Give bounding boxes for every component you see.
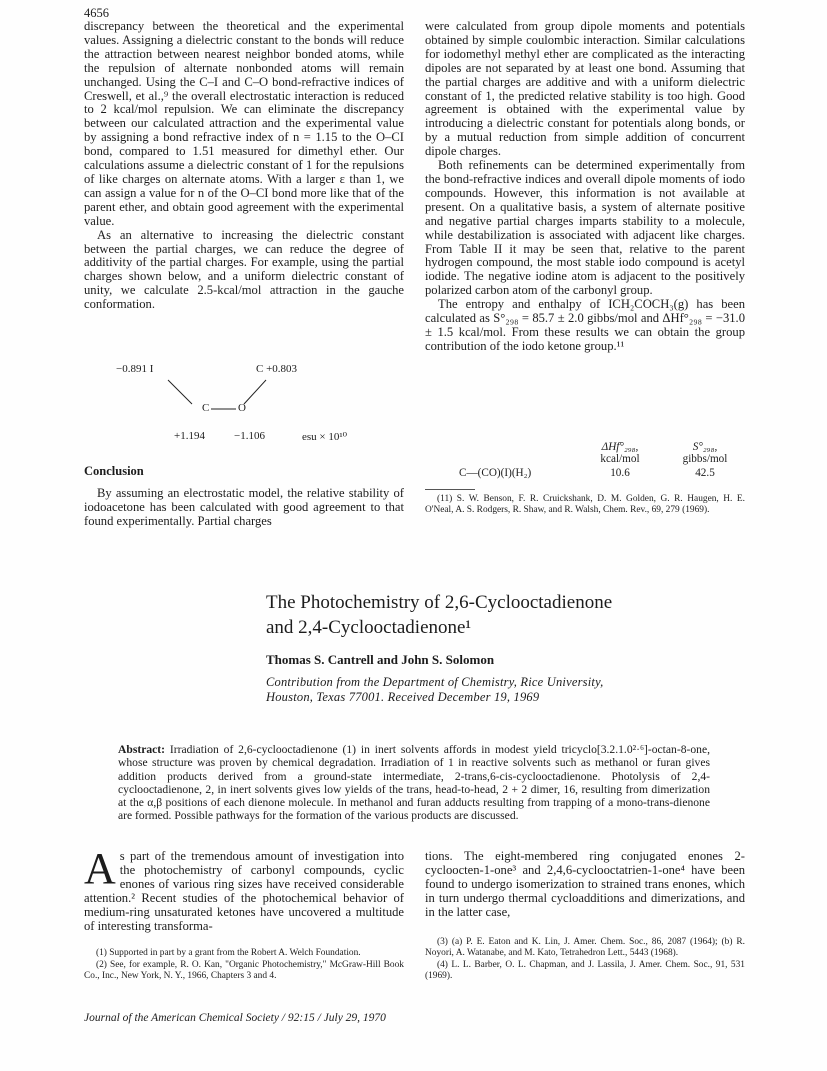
- article-title: [266, 590, 736, 640]
- carbonyl-carbon-label: C: [202, 402, 210, 414]
- group-contribution-table: [425, 441, 745, 485]
- units-label: esu × 10¹⁰: [302, 431, 348, 443]
- authors: Thomas S. Cantrell and John S. Solomon: [266, 652, 495, 667]
- carbon-charge-value: +1.194: [174, 430, 205, 442]
- affiliation: [266, 675, 746, 705]
- conclusion-paragraph: By assuming an electrostatic model, the relative stability of iodoacetone has been calculated with good agreement to that found experimentally. Partial charges: [84, 486, 404, 528]
- title-line: and 2,4-Cyclooctadienone¹: [266, 617, 472, 638]
- footnote: (4) L. L. Barber, O. L. Chapman, and J. Lassila, J. Amer. Chem. Soc., 91, 531 (1969).: [425, 960, 745, 981]
- body-right-column: tions. The eight-membered ring conjugated enones 2-cycloocten-1-one³ and 2,4,6-cyclooctatrien-1-one⁴ have been found to undergo isomerization to strained trans enones, which in turn undergo thermal cycloadditions and dimerizations, and in the latter case,: [425, 849, 745, 919]
- partial-charge-diagram: [84, 360, 404, 460]
- body-paragraph: s part of the tremendous amount of investigation into the photochemistry of carbonyl compounds, cyclic enones of various ring sizes have received considerable attention.² Recent studies of the photochemical behavior of medium-ring unsaturated ketones have uncovered a multitude of interesting transforma-: [84, 849, 404, 933]
- footnote: (2) See, for example, R. O. Kan, "Organic Photochemistry," McGraw-Hill Book Co., Inc., New York, N. Y., 1966, Chapters 3 and 4.: [84, 960, 404, 981]
- top-left-column: [84, 20, 404, 312]
- body-left-column: [84, 844, 404, 933]
- running-footer: Journal of the American Chemical Society / 92:15 / July 29, 1970: [84, 1012, 386, 1024]
- paragraph: The entropy and enthalpy of ICH₂COCH₃(g) has been calculated as S°₂₉₈ = 85.7 ± 2.0 gibbs/mol and ΔHf°₂₉₈ = −31.0 ± 1.5 kcal/mol. From these results we can obtain the group contribution of the iodo ketone group.¹¹: [425, 297, 745, 353]
- footnote-divider: [425, 489, 475, 490]
- table-col2-unit: gibbs/mol: [682, 453, 728, 465]
- table-col1-unit: kcal/mol: [600, 453, 640, 465]
- paragraph: discrepancy between the theoretical and the experimental values. Assigning a dielectric constant to the bonds will reduce the attraction between nearest neighbor bonded atoms, while the repulsion of alternate nonbonded atoms will remain unchanged. Using the C–I and C–O bond-refractive indices of Creswell, et al.,⁹ the overall electrostatic interaction is reduced to 2 kcal/mol repulsion. We can eliminate the discrepancy between our calculated attraction and the experimental value by assigning a bond refractive index of n = 1.15 to the O–CI bond, compared to 1.51 measured for dimethyl ether. Our calculations assume a dielectric constant of 1 for the repulsions of like charges on alternate atoms. With a larger ε than 1, we can assign a value for n of the O–CI bond more like that of the parent ether, and obtain good agreement with the experimental value.: [84, 19, 404, 228]
- paragraph: As an alternative to increasing the dielectric constant between the partial charges, we can reduce the degree of additivity of the partial charges. For example, using the partial charges shown below, and a uniform dielectric constant of unity, we calculate 2.5-kcal/mol attraction in the gauche conformation.: [84, 227, 404, 312]
- footnotes-right: [425, 937, 745, 983]
- footnotes-left: [84, 948, 404, 983]
- table-col1-head: ΔHf°₂₉₈,: [601, 441, 639, 453]
- affiliation-line: Contribution from the Department of Chemistry, Rice University,: [266, 675, 604, 689]
- table-cell: 10.6: [610, 467, 630, 479]
- paragraph: Both refinements can be determined experimentally from the bond-refractive indices and overall dipole moments of iodo compounds. However, this information is not available at present. On a qualitative basis, a system of alternate positive and negative partial charges imparts stability to a molecule, while destabilization is associated with adjacent like charges. From Table II it may be seen that, relative to the parent hydrogen compound, the most stable iodo compound is acetyl iodide. The negative iodine atom is adjacent to the positively polarized carbon atom of the carbonyl group.: [425, 158, 745, 298]
- oxygen-label: O: [238, 402, 246, 414]
- footnote: (3) (a) P. E. Eaton and K. Lin, J. Amer. Chem. Soc., 86, 2087 (1964); (b) R. Noyori, A. Watanabe, and M. Kato, Tetrahedron Lett., 5443 (1968).: [425, 937, 745, 958]
- methyl-carbon-charge-label: C +0.803: [256, 363, 298, 375]
- table-col2-head: S°₂₉₈,: [692, 441, 718, 453]
- table-cell: 42.5: [695, 467, 715, 479]
- page-number: 4656: [84, 6, 109, 20]
- footnote-11: (11) S. W. Benson, F. R. Cruickshank, D. M. Golden, G. R. Haugen, H. E. O'Neal, A. S. Rodgers, R. Shaw, and R. Walsh, Chem. Rev., 69, 279 (1969).: [425, 494, 745, 515]
- abstract-label: Abstract:: [118, 743, 166, 756]
- paragraph: were calculated from group dipole moments and potentials obtained by simple coulombic interaction. Similar calculations for iodomethyl methyl ether are complicated as the interacting dipoles are not separated by at least one bond. Assuming that the partial charges are additive and with a uniform dielectric constant of 1, the predicted relative stability is too high. Good agreement is obtained with the experimental value by introducing a dielectric constant for potentials along bonds, or by a mutual reduction from simple addition of concurrent dipole charges.: [425, 19, 745, 159]
- title-line: The Photochemistry of 2,6-Cyclooctadienone: [266, 592, 613, 613]
- affiliation-line: Houston, Texas 77001. Received December 19, 1969: [266, 690, 540, 704]
- footnote: (1) Supported in part by a grant from the Robert A. Welch Foundation.: [96, 948, 361, 958]
- top-right-column: [425, 20, 745, 354]
- drop-cap: A: [84, 844, 116, 893]
- abstract: [118, 743, 710, 823]
- conclusion-heading: Conclusion: [84, 464, 144, 478]
- oxygen-charge-value: −1.106: [234, 430, 265, 442]
- table-row-label: C—(CO)(I)(H₂): [459, 467, 532, 479]
- abstract-text: Irradiation of 2,6-cyclooctadienone (1) in inert solvents affords in modest yield tricyclo[3.2.1.0²·⁶]-octan-8-one, whose structure was proven by chemical degradation. Irradiation of 1 in reactive solvents such as methanol or furan gives addition products derived from a ground-state intermediate, 2-trans,6-cis-cyclooctadienone. Photolysis of 2,4-cyclooctadienone, 2, in inert solvents gives low yields of the trans, head-to-head, 2 + 2 dimer, 16, resulting from dimerization at the α,β positions of each dienone molecule. In methanol and furan adducts resulting from trapping of a mono-trans-dienone are formed. Possible pathways for the formation of the various products are discussed.: [118, 743, 710, 823]
- iodine-charge-label: −0.891 I: [116, 363, 154, 375]
